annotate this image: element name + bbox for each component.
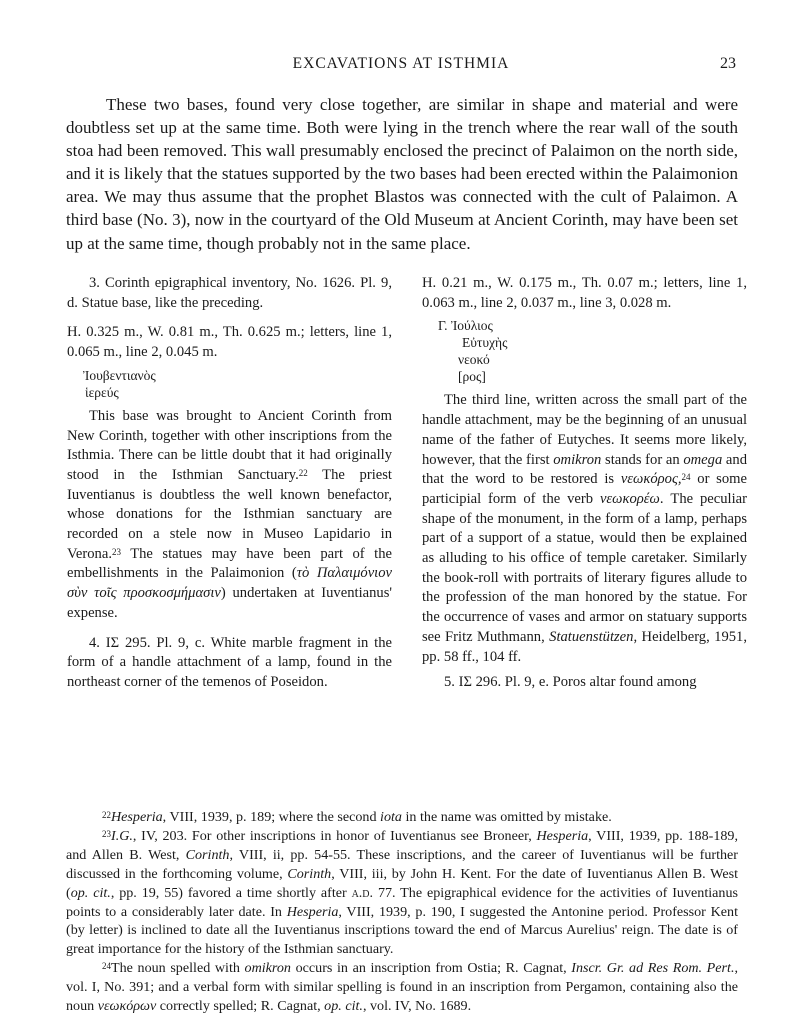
footnotes [66, 808, 738, 1016]
item4-dimensions: H. 0.21 m., W. 0.175 m., Th. 0.07 m.; letters, line 1, 0.063 m., line 2, 0.037 m., line 3, 0.028 m. [422, 275, 747, 311]
right-column [422, 274, 747, 693]
header-title: EXCAVATIONS AT ISTHMIA [292, 55, 510, 72]
page-number: 23 [720, 55, 736, 72]
item3-paragraph: This base was brought to Ancient Corinth from New Corinth, together with other inscriptions from the Isthmia. There can be little doubt that it had originally stood in the Isthmian Sanctuary.$^{22}$ The priest Iuventianus is doubtless the well known benefactor, whose donations for the Isthmian sanctuary are recorded on a stele now in Museo Lapidario in Verona.$^{23}$ The statues may have been part of the embellishments in the Palaimonion (τὸ Παλαιμόνιον σὺν τοῖς προσκοσμήμασιν) undertaken at Iuventianus' expense. [67, 407, 392, 621]
item4-greek-line4: [ρος] [458, 369, 486, 385]
intro-paragraph: These two bases, found very close together, are similar in shape and material and were doubtless set up at the same time. Both were lying in the trench where the rear wall of the south stoa had been removed. This wall presumably enclosed the precinct of Palaimon on the north side, and it is likely that the statues supported by the two bases had been erected within the Palaimonion area. We may thus assume that the prophet Blastos was connected with the cult of Palaimon. A third base (No. 3), now in the courtyard of the Old Museum at Ancient Corinth, may have been set up at the same time, though probably not in the same place. [66, 95, 738, 253]
item3-greek-line1: Ἰουβεντιανὸς [83, 367, 156, 383]
footnote-ref-22[interactable]: 22 [298, 467, 308, 478]
item4-heading: 4. IΣ 295. Pl. 9, c. White marble fragment in the form of a handle attachment of a lamp, found in the northeast corner of the temenos of Poseidon. [67, 634, 392, 690]
footnote-ref-23[interactable]: 23 [111, 546, 121, 557]
item4-inscription [438, 317, 747, 385]
item4-greek-line2: Εὐτυχὴς [462, 335, 508, 351]
item5-heading: 5. IΣ 296. Pl. 9, e. Poros altar found among [444, 674, 697, 691]
item4-greek-line3: νεοκό [458, 352, 490, 368]
item3-inscription [83, 367, 392, 401]
footnote-22: $^{22}$Hesperia, VIII, 1939, p. 189; where the second iota in the name was omitted by mistake. [102, 809, 612, 825]
left-column [67, 274, 392, 693]
running-header [66, 55, 736, 79]
footnote-24: $^{24}$The noun spelled with omikron occurs in an inscription from Ostia; R. Cagnat, Inscr. Gr. ad Res Rom. Pert., vol. I, No. 391; and a verbal form with similar spelling is found in an inscription from Pergamon, containing also the noun νεωκόρων correctly spelled; R. Cagnat, op. cit., vol. IV, No. 1689. [66, 960, 738, 1015]
item4-greek-line1: Γ. Ἰούλιος [438, 318, 493, 334]
item3-greek-line2: ἱερεύς [85, 384, 119, 400]
footnote-ref-24[interactable]: 24 [681, 472, 691, 483]
item3-greek-phrase: τὸ Παλαιμόνιον σὺν τοῖς προσκοσμήμασιν [67, 565, 392, 602]
item3-dimensions: H. 0.325 m., W. 0.81 m., Th. 0.625 m.; letters, line 1, 0.065 m., line 2, 0.045 m. [67, 324, 392, 361]
footnote-23: $^{23}$I.G., IV, 203. For other inscriptions in honor of Iuventianus see Broneer, Hesperia, VIII, 1939, pp. 188-189, and Allen B. West, Corinth, VIII, ii, pp. 54-55. These inscriptions, and the career of Iuventianus will be further discussed in the forthcoming volume, Corinth, VIII, iii, by John H. Kent. For the date of Iuventianus Allen B. West (op. cit., pp. 19, 55) favored a time shortly after a.d. 77. The epigraphical evidence for the activities of Iuventianus points to a considerably later date. In Hesperia, VIII, 1939, p. 190, I suggested the Antonine period. Professor Kent (by letter) is inclined to date all the Iuventianus inscriptions toward the end of Marcus Aurelius' reign. The date is of great importance for the history of the Isthmian sanctuary. [66, 827, 739, 958]
item3-heading: 3. Corinth epigraphical inventory, No. 1626. Pl. 9, d. Statue base, like the preceding. [67, 275, 392, 311]
item4-paragraph: The third line, written across the small part of the handle attachment, may be the beginning of an unusual name of the father of Eutyches. It seems more likely, however, that the first omikron stands for an omega and that the word to be restored is νεωκόρος,$^{24}$ or some participial form of the verb νεωκορέω. The peculiar shape of the monument, in the form of a lamp, perhaps part of a support of a statue, would then be explained as alluding to his office of temple caretaker. Similarly the book-roll with portraits of literary figures allude to the profession of the man honored by the statue. For the occurrence of vases and armor on statuary supports see Fritz Muthmann, Statuenstützen, Heidelberg, 1951, pp. 58 ff., 104 ff. [422, 392, 747, 665]
